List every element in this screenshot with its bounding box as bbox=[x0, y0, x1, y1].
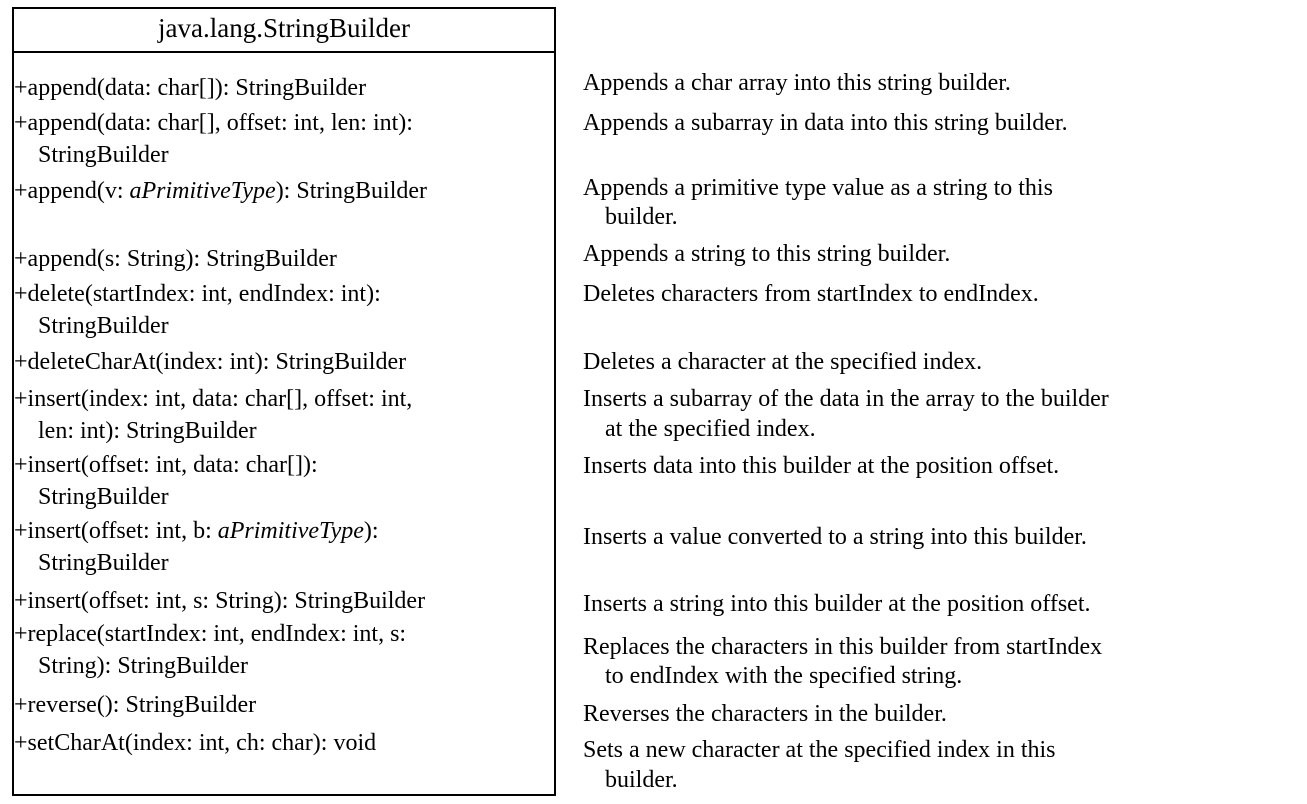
desc-insert-char-array: Inserts data into this builder at the position offset. bbox=[583, 453, 1060, 479]
desc-append-primitive-cont: builder. bbox=[605, 204, 678, 230]
desc-append-primitive: Appends a primitive type value as a string to this bbox=[583, 175, 1053, 201]
method-insert-char-array: +insert(offset: int, data: char[]): bbox=[14, 452, 318, 478]
method-append-primitive: +append(v: aPrimitiveType): StringBuilder bbox=[14, 178, 428, 204]
desc-append-string: Appends a string to this string builder. bbox=[583, 241, 951, 267]
method-set-char-at: +setCharAt(index: int, ch: char): void bbox=[14, 730, 377, 756]
method-insert-subarray-return: len: int): StringBuilder bbox=[38, 418, 257, 444]
method-insert-primitive: +insert(offset: int, b: aPrimitiveType): bbox=[14, 518, 379, 544]
primitive-type-label: aPrimitiveType bbox=[129, 178, 276, 204]
method-insert-string: +insert(offset: int, s: String): StringBuilder bbox=[14, 588, 426, 614]
primitive-type-label: aPrimitiveType bbox=[217, 518, 364, 544]
desc-insert-primitive: Inserts a value converted to a string into this builder. bbox=[583, 524, 1087, 550]
desc-insert-subarray-cont: at the specified index. bbox=[605, 416, 816, 442]
desc-insert-subarray: Inserts a subarray of the data in the array to the builder bbox=[583, 386, 1109, 412]
method-insert-primitive-return: StringBuilder bbox=[38, 550, 169, 576]
method-replace: +replace(startIndex: int, endIndex: int, s: bbox=[14, 621, 407, 647]
class-name: java.lang.StringBuilder bbox=[14, 9, 554, 53]
method-append-subarray-return: StringBuilder bbox=[38, 142, 169, 168]
desc-delete-char-at: Deletes a character at the specified index. bbox=[583, 349, 983, 375]
desc-replace-cont: to endIndex with the specified string. bbox=[605, 663, 963, 689]
method-delete-return: StringBuilder bbox=[38, 313, 169, 339]
desc-insert-string: Inserts a string into this builder at the position offset. bbox=[583, 591, 1091, 617]
method-reverse: +reverse(): StringBuilder bbox=[14, 692, 257, 718]
desc-reverse: Reverses the characters in the builder. bbox=[583, 701, 947, 727]
method-insert-char-array-return: StringBuilder bbox=[38, 484, 169, 510]
method-append-char-array: +append(data: char[]): StringBuilder bbox=[14, 75, 367, 101]
desc-set-char-at-cont: builder. bbox=[605, 767, 678, 793]
method-append-subarray: +append(data: char[], offset: int, len: int): bbox=[14, 110, 413, 136]
desc-delete: Deletes characters from startIndex to endIndex. bbox=[583, 281, 1039, 307]
method-delete-char-at: +deleteCharAt(index: int): StringBuilder bbox=[14, 349, 407, 375]
desc-append-char-array: Appends a char array into this string builder. bbox=[583, 70, 1011, 96]
desc-append-subarray: Appends a subarray in data into this string builder. bbox=[583, 110, 1068, 136]
desc-replace: Replaces the characters in this builder from startIndex bbox=[583, 634, 1103, 660]
method-replace-return: String): StringBuilder bbox=[38, 653, 248, 679]
method-append-string: +append(s: String): StringBuilder bbox=[14, 246, 337, 272]
method-delete: +delete(startIndex: int, endIndex: int): bbox=[14, 281, 381, 307]
desc-set-char-at: Sets a new character at the specified index in this bbox=[583, 737, 1056, 763]
method-insert-subarray: +insert(index: int, data: char[], offset: int, bbox=[14, 386, 413, 412]
